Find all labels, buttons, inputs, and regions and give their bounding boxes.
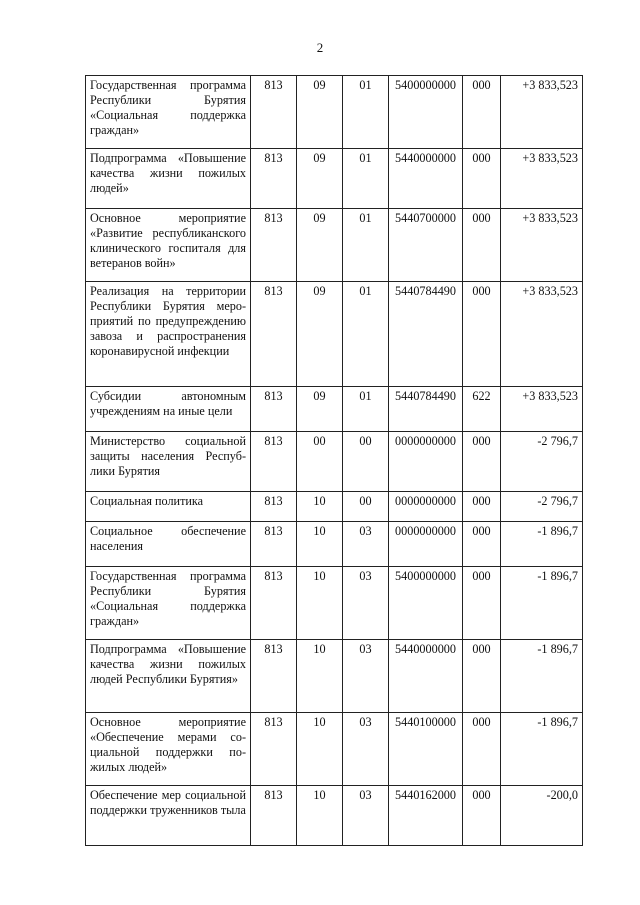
row-ved-cell: 813	[251, 786, 297, 846]
row-target-article-cell: 5440784490	[389, 387, 463, 432]
budget-table-body	[86, 76, 583, 846]
row-expense-type-cell: 000	[463, 149, 501, 209]
row-amount-cell: -1 896,7	[501, 713, 583, 786]
row-subsection-cell: 00	[343, 492, 389, 522]
row-amount-cell: +3 833,523	[501, 76, 583, 149]
row-target-article-cell: 5440700000	[389, 209, 463, 282]
row-amount-cell: -1 896,7	[501, 522, 583, 567]
row-target-article-cell: 5440784490	[389, 282, 463, 387]
row-section-cell: 10	[297, 567, 343, 640]
row-amount-cell: -200,0	[501, 786, 583, 846]
row-subsection-cell: 03	[343, 713, 389, 786]
row-ved-cell: 813	[251, 713, 297, 786]
row-section-cell: 09	[297, 149, 343, 209]
table-row	[86, 492, 583, 522]
table-row	[86, 640, 583, 713]
row-target-article-cell: 5440000000	[389, 640, 463, 713]
row-expense-type-cell: 000	[463, 76, 501, 149]
row-name-cell: Социальное обеспечение населения	[86, 522, 251, 567]
table-row	[86, 149, 583, 209]
table-row	[86, 522, 583, 567]
page-number: 2	[316, 40, 324, 55]
row-name-cell: Основное мероприятие «Развитие республиканского клинического госпиталя для ветеранов войн»	[86, 209, 251, 282]
row-ved-cell: 813	[251, 76, 297, 149]
row-section-cell: 10	[297, 786, 343, 846]
table-row	[86, 432, 583, 492]
row-expense-type-cell: 000	[463, 522, 501, 567]
row-name-cell: Государственная программа Республики Бурятия «Социальная поддержка граждан»	[86, 567, 251, 640]
row-ved-cell: 813	[251, 522, 297, 567]
row-target-article-cell: 5440162000	[389, 786, 463, 846]
row-section-cell: 00	[297, 432, 343, 492]
row-target-article-cell: 0000000000	[389, 522, 463, 567]
row-amount-cell: +3 833,523	[501, 282, 583, 387]
row-amount-cell: -2 796,7	[501, 432, 583, 492]
row-subsection-cell: 03	[343, 786, 389, 846]
row-ved-cell: 813	[251, 567, 297, 640]
row-expense-type-cell: 000	[463, 492, 501, 522]
row-subsection-cell: 03	[343, 640, 389, 713]
table-row	[86, 786, 583, 846]
row-name-cell: Государственная программа Республики Бурятия «Социальная поддержка граждан»	[86, 76, 251, 149]
row-subsection-cell: 03	[343, 567, 389, 640]
row-expense-type-cell: 000	[463, 282, 501, 387]
row-ved-cell: 813	[251, 432, 297, 492]
table-row	[86, 209, 583, 282]
row-section-cell: 09	[297, 387, 343, 432]
row-subsection-cell: 01	[343, 149, 389, 209]
row-target-article-cell: 5440000000	[389, 149, 463, 209]
row-expense-type-cell: 000	[463, 713, 501, 786]
row-section-cell: 09	[297, 209, 343, 282]
table-row	[86, 567, 583, 640]
row-amount-cell: +3 833,523	[501, 149, 583, 209]
row-subsection-cell: 01	[343, 76, 389, 149]
row-subsection-cell: 01	[343, 387, 389, 432]
row-ved-cell: 813	[251, 492, 297, 522]
row-name-cell: Обеспечение мер социальной поддержки труженников тыла	[86, 786, 251, 846]
row-ved-cell: 813	[251, 149, 297, 209]
row-section-cell: 09	[297, 282, 343, 387]
row-name-cell: Подпрограмма «Повышение качества жизни пожилых людей»	[86, 149, 251, 209]
row-target-article-cell: 5400000000	[389, 76, 463, 149]
row-name-cell: Подпрограмма «Повышение качества жизни пожилых людей Республики Бурятия»	[86, 640, 251, 713]
table-row	[86, 387, 583, 432]
row-section-cell: 10	[297, 522, 343, 567]
row-ved-cell: 813	[251, 640, 297, 713]
row-expense-type-cell: 622	[463, 387, 501, 432]
row-ved-cell: 813	[251, 282, 297, 387]
row-section-cell: 09	[297, 76, 343, 149]
row-amount-cell: +3 833,523	[501, 387, 583, 432]
row-subsection-cell: 03	[343, 522, 389, 567]
row-target-article-cell: 5440100000	[389, 713, 463, 786]
row-ved-cell: 813	[251, 387, 297, 432]
table-row	[86, 713, 583, 786]
row-amount-cell: -1 896,7	[501, 567, 583, 640]
row-expense-type-cell: 000	[463, 209, 501, 282]
row-name-cell: Реализация на территории Республики Бурятия мероприятий по предупреждению завоза и распространения коронавирусной инфекции	[86, 282, 251, 387]
row-expense-type-cell: 000	[463, 567, 501, 640]
row-section-cell: 10	[297, 713, 343, 786]
row-name-cell: Основное мероприятие «Обеспечение мерами социальной поддержки пожилых людей»	[86, 713, 251, 786]
row-section-cell: 10	[297, 640, 343, 713]
row-subsection-cell: 01	[343, 282, 389, 387]
row-expense-type-cell: 000	[463, 640, 501, 713]
table-row	[86, 282, 583, 387]
row-expense-type-cell: 000	[463, 432, 501, 492]
row-section-cell: 10	[297, 492, 343, 522]
row-amount-cell: -2 796,7	[501, 492, 583, 522]
budget-table	[85, 75, 583, 846]
row-name-cell: Субсидии автономным учреждениям на иные цели	[86, 387, 251, 432]
row-target-article-cell: 0000000000	[389, 432, 463, 492]
row-amount-cell: +3 833,523	[501, 209, 583, 282]
row-name-cell: Министерство социальной защиты населения Республики Бурятия	[86, 432, 251, 492]
row-subsection-cell: 01	[343, 209, 389, 282]
row-expense-type-cell: 000	[463, 786, 501, 846]
row-name-cell: Социальная политика	[86, 492, 251, 522]
row-target-article-cell: 5400000000	[389, 567, 463, 640]
row-ved-cell: 813	[251, 209, 297, 282]
row-amount-cell: -1 896,7	[501, 640, 583, 713]
table-row	[86, 76, 583, 149]
row-subsection-cell: 00	[343, 432, 389, 492]
row-target-article-cell: 0000000000	[389, 492, 463, 522]
